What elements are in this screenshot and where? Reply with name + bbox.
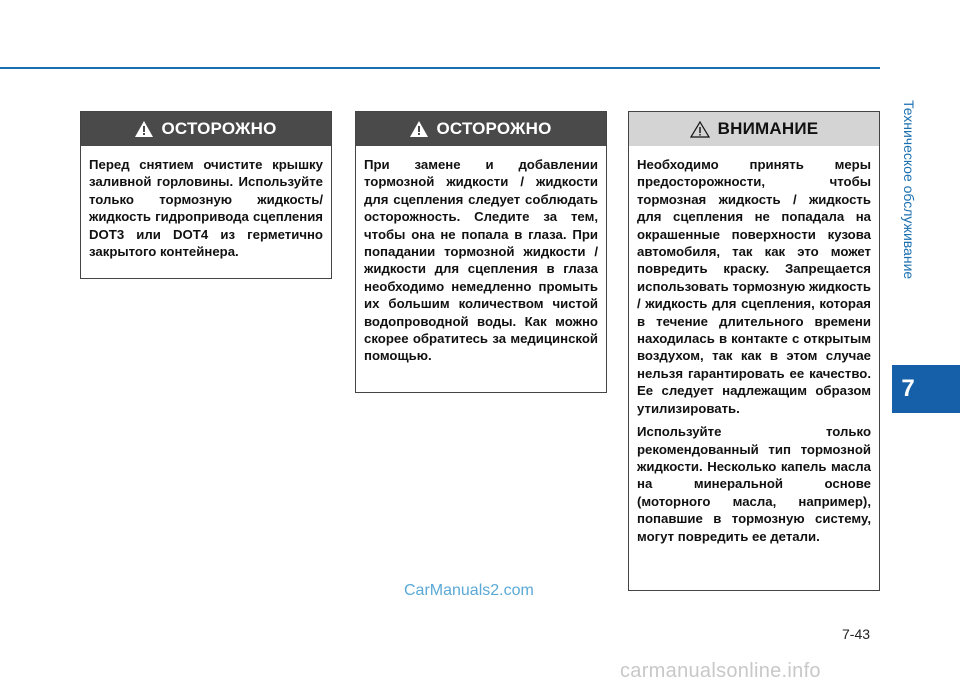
warning-triangle-icon: [135, 121, 153, 137]
warning-box-body: [356, 146, 606, 375]
section-title: Техническое обслуживание: [901, 100, 917, 280]
chapter-tab: [892, 365, 960, 413]
warning-triangle-icon: [410, 121, 428, 137]
paragraph: При замене и добавлении тормозной жидкости / жидкости для сцепления следует соблюдать осторожность. Следите за тем, чтобы она не попала в глаза. При попадании тормозной жидкости / жидкости для сцепления в глаза необходимо немедленно промыть их большим количеством чистой водопроводной воды. Как можно скорее обратитесь за медицинской помощью.: [364, 157, 598, 364]
paragraph: Перед снятием очистите крышку заливной горловины. Используйте только тормозную жидкость/жидкость гидропривода сцепления DOT3 или DOT4 из герметично закрытого контейнера.: [89, 157, 323, 260]
warning-box-title: ОСТОРОЖНО: [436, 119, 552, 138]
warning-box-header: [81, 112, 331, 146]
paragraph: Необходимо принять меры предосторожности, чтобы тормозная жидкость / жидкость для сцепления не попадала на окрашенные поверхности кузова автомобиля, так как это может повредить краску. Запрещается использовать тормозную жидкость / жидкость для сцепления, которая в течение длительного времени находилась в контакте с открытым воздухом, так как в этом случае нельзя гарантировать ее качество. Ее следует надлежащим образом утилизировать.: [637, 157, 871, 416]
caution-box-header: [629, 112, 879, 146]
watermark-link[interactable]: CarManuals2.com: [404, 582, 534, 599]
chapter-number: 7: [901, 375, 915, 402]
warning-box-body: [81, 146, 331, 270]
warning-box-2: [355, 111, 607, 393]
caution-triangle-icon: [690, 121, 710, 138]
warning-box-title: ОСТОРОЖНО: [161, 119, 277, 138]
caution-box-title: ВНИМАНИЕ: [717, 119, 819, 138]
footer-watermark: carmanualsonline.info: [620, 660, 821, 682]
page-number: 7-43: [842, 626, 871, 642]
top-rule: [0, 67, 880, 69]
warning-box-header: [356, 112, 606, 146]
paragraph: Используйте только рекомендованный тип тормозной жидкости. Несколько капель масла на минеральной основе (моторного масла, например), попавшие в тормозную систему, могут повредить ее детали.: [637, 424, 871, 544]
caution-box-body: [629, 146, 879, 555]
warning-box-1: [80, 111, 332, 279]
caution-box: [628, 111, 880, 591]
